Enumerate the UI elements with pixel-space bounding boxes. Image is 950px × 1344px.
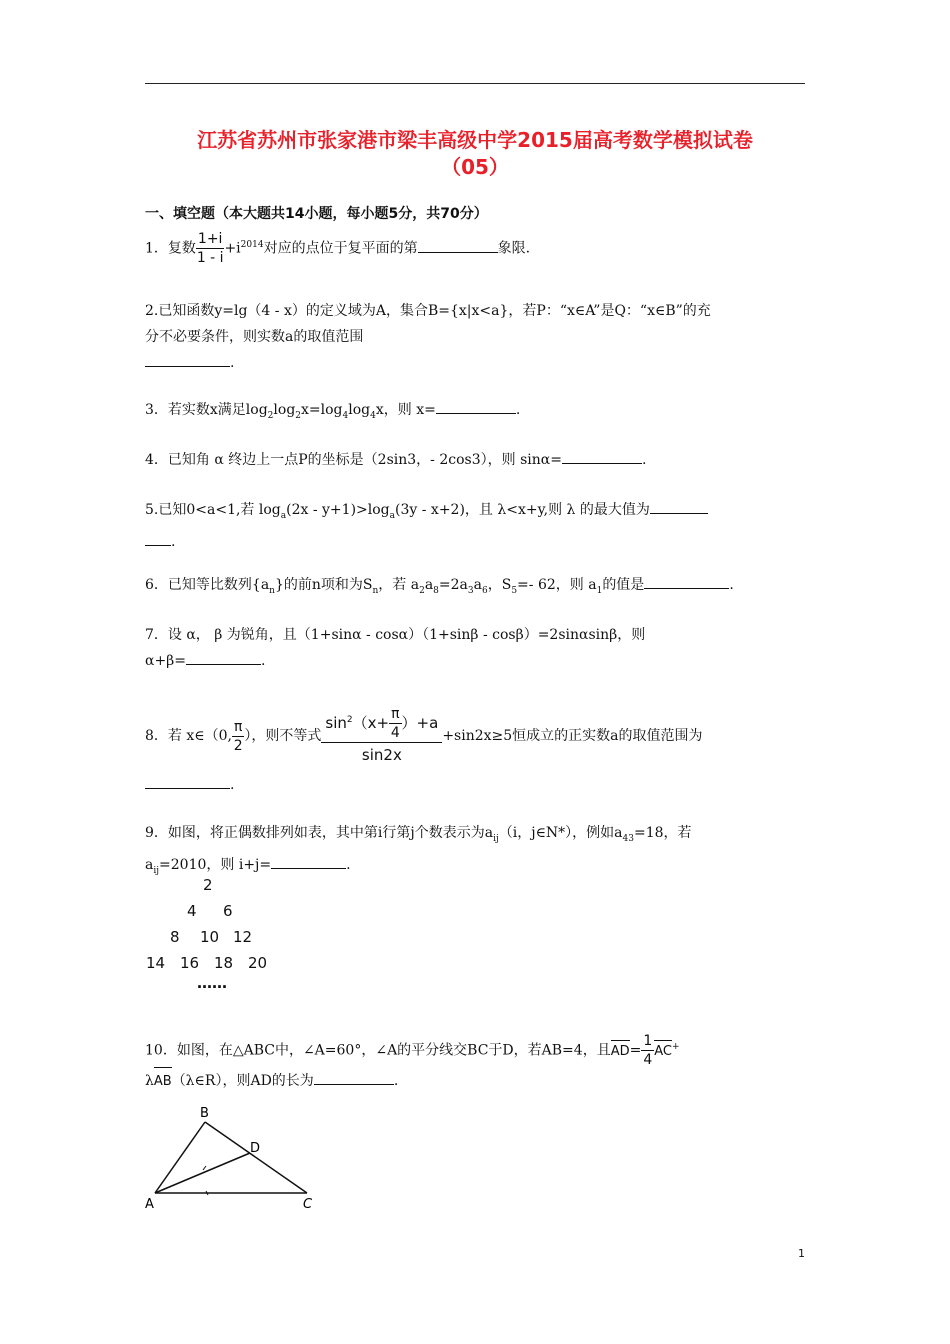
- label-a: A: [145, 1197, 154, 1212]
- grid-cell: 12: [233, 928, 253, 946]
- question-7: 7．设 α， β 为锐角，且（1+sinα - cosα）（1+sinβ - cosβ）=2sinαsinβ，则 α+β= .: [145, 627, 646, 669]
- question-10-line2: λAB（λ∈R），则AD的长为 .: [145, 1068, 398, 1095]
- fraction-pi-over-2: $\frac{\pi}{2}$: [233, 718, 243, 754]
- grid-cell: 20: [248, 954, 268, 972]
- answer-blank: [418, 238, 498, 253]
- answer-blank: [562, 449, 642, 464]
- grid-cell: 6: [223, 902, 233, 920]
- answer-blank: [314, 1070, 394, 1085]
- question-8-answer: .: [145, 772, 234, 798]
- answer-blank: [145, 352, 230, 367]
- grid-cell: 10: [200, 928, 220, 946]
- label-b: B: [200, 1106, 209, 1121]
- question-10: 10．如图，在△ABC中，∠A=60°，∠A的平分线交BC于D，若AB=4，且AD= $\frac{1}{4}$ AC+: [145, 1033, 680, 1068]
- question-9: 9．如图，将正偶数排列如表，其中第i行第j个数表示为$a_{ij}(i$，j∈N*），例如$a_{43}=18$，若 $a_{ij}=2010$，则 i+j= .: [145, 825, 692, 876]
- question-4: 4．已知角 α 终边上一点P的坐标是（2sin3，- 2cos3），则 sinα= .: [145, 447, 646, 473]
- question-6: 6．已知等比数列$\{a_n\}$的前n项和为$S_n$，若 $a_2a_8=2a_3a_6$，$S_5=-$ 62，则 $a_1$的值是 .: [145, 572, 734, 604]
- vector-ab: AB: [154, 1069, 172, 1095]
- question-5: 5.已知0<a<1,若 $\log_a(2x - y+1)>\log_a(3y - x+2)$，且 λ<x+y,则 λ 的最大值为 .: [145, 497, 708, 555]
- grid-cell: 4: [187, 902, 197, 920]
- grid-cell: 2: [203, 876, 213, 894]
- document-title-suffix: （05）: [441, 155, 509, 179]
- question-2: 2.已知函数y=lg（4 - x）的定义域为A，集合B={x|x<a}，若P：“x∈A”是Q：“x∈B”的充 分不必要条件，则实数a的取值范围 .: [145, 303, 711, 371]
- vector-ad: AD: [611, 1042, 630, 1062]
- answer-blank: [145, 774, 230, 789]
- side-bc: [205, 1122, 307, 1193]
- even-number-triangle: [145, 876, 270, 991]
- vector-ac: AC: [654, 1042, 672, 1062]
- tick-mark: [203, 1166, 206, 1170]
- answer-blank-cont: [145, 531, 171, 546]
- question-1: 1．复数 $\frac{1+i}{1 - i}$ $+i^{2014}$对应的点位于复平面的第 象限.: [145, 231, 531, 266]
- label-c: C: [303, 1197, 313, 1212]
- page-number: 1: [798, 1247, 805, 1260]
- grid-cell: 16: [180, 954, 200, 972]
- inequality-fraction: $\sin^2(x+$ $\frac{\pi}{4}$ ）+a sin2x: [321, 705, 442, 767]
- fraction: $\frac{1+i}{1 - i}$: [196, 231, 224, 266]
- answer-blank: [186, 650, 261, 665]
- grid-cell: 8: [170, 928, 180, 946]
- document-title: 江苏省苏州市张家港市梁丰高级中学2015届高考数学模拟试卷: [197, 128, 753, 152]
- header-rule: [145, 83, 805, 84]
- answer-blank: [650, 499, 708, 514]
- question-3: 3．若实数x满足$\log_2\log_2x=\log_4\log_4x$，则 x= .: [145, 397, 520, 429]
- question-8: 8．若 x∈（0, $\frac{\pi}{2}$ ），则不等式 $\sin^2(x+$ $\frac{\pi}{4}$ ）+a sin2x +sin2x≥5恒成立的正实数a的取值范围为: [145, 705, 703, 767]
- answer-blank: [436, 399, 516, 414]
- grid-cell: 14: [146, 954, 166, 972]
- answer-blank: [271, 854, 346, 869]
- grid-ellipsis: ……: [197, 974, 227, 992]
- grid-cell: 18: [214, 954, 234, 972]
- triangle-figure: [140, 1100, 330, 1215]
- section-heading: 一、填空题（本大题共14小题，每小题5分，共70分）: [145, 206, 488, 222]
- label-d: D: [250, 1141, 261, 1156]
- fraction-one-quarter: $\frac{1}{4}$: [643, 1033, 653, 1068]
- answer-blank: [644, 574, 729, 589]
